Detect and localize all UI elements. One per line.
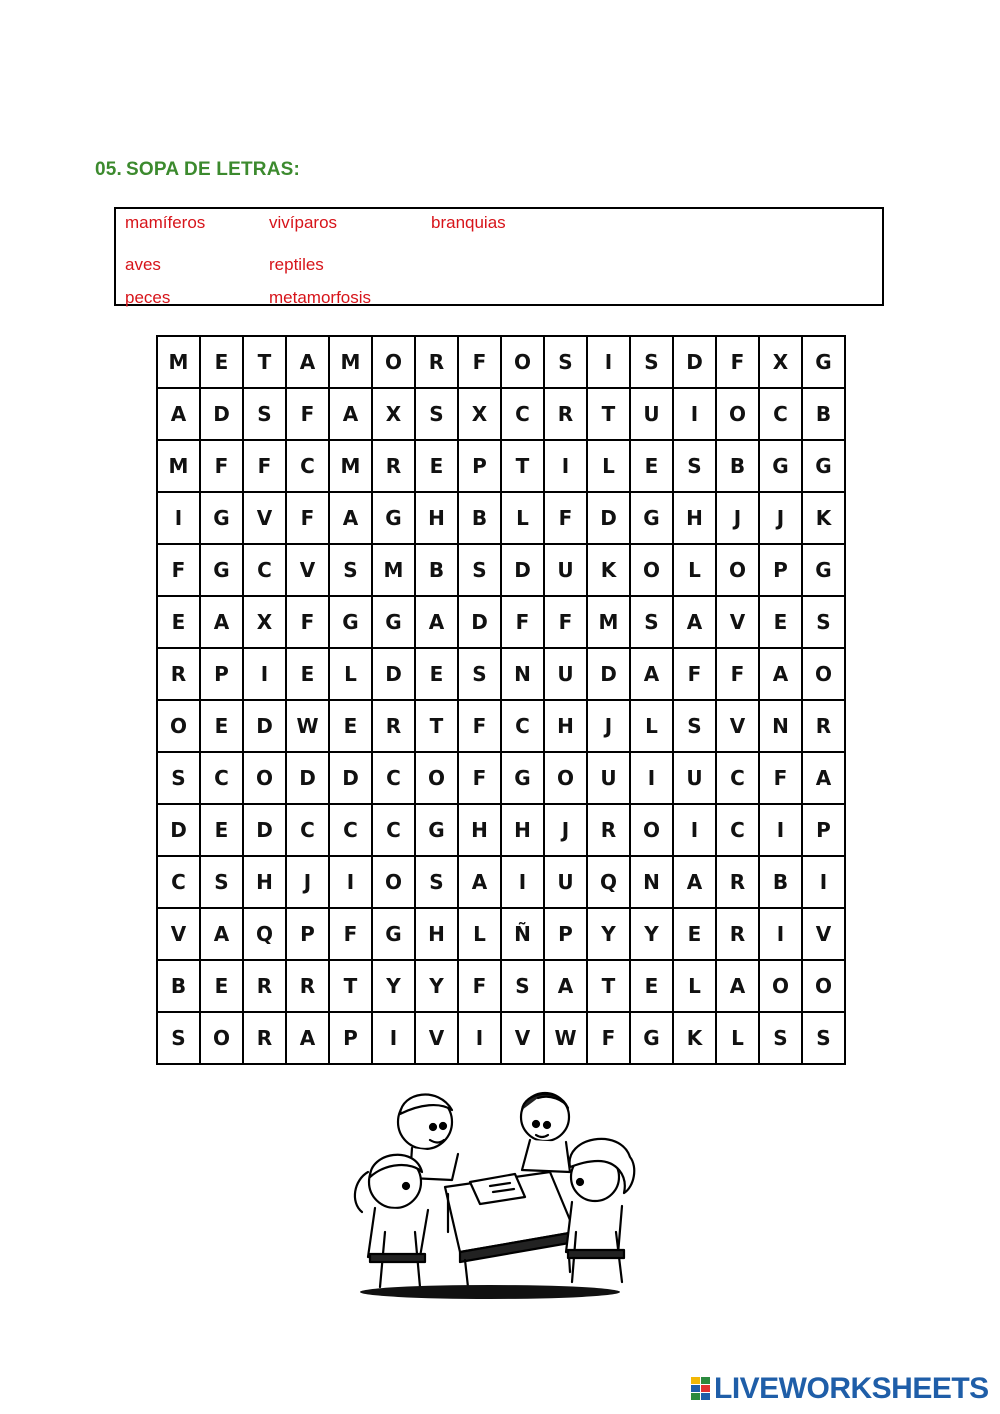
grid-cell[interactable]: F xyxy=(286,388,329,440)
grid-cell[interactable]: L xyxy=(458,908,501,960)
grid-cell[interactable]: E xyxy=(630,960,673,1012)
grid-cell[interactable]: O xyxy=(415,752,458,804)
grid-cell[interactable]: S xyxy=(802,596,845,648)
word-list-box xyxy=(114,207,884,306)
grid-cell[interactable]: E xyxy=(286,648,329,700)
grid-cell[interactable]: F xyxy=(458,336,501,388)
word-item: metamorfosis xyxy=(269,288,372,307)
grid-cell[interactable]: O xyxy=(157,700,200,752)
grid-cell[interactable]: O xyxy=(200,1012,243,1064)
grid-cell[interactable]: D xyxy=(243,804,286,856)
grid-cell[interactable]: Y xyxy=(415,960,458,1012)
grid-cell[interactable]: A xyxy=(329,492,372,544)
grid-cell[interactable]: F xyxy=(544,492,587,544)
grid-cell[interactable]: E xyxy=(415,440,458,492)
grid-cell[interactable]: F xyxy=(243,440,286,492)
grid-cell[interactable]: M xyxy=(157,440,200,492)
grid-cell[interactable]: Y xyxy=(587,908,630,960)
grid-cell[interactable]: V xyxy=(716,596,759,648)
grid-cell[interactable]: C xyxy=(716,804,759,856)
grid-cell[interactable]: G xyxy=(630,492,673,544)
grid-cell[interactable]: I xyxy=(673,804,716,856)
grid-cell[interactable]: X xyxy=(759,336,802,388)
grid-cell[interactable]: C xyxy=(329,804,372,856)
grid-cell[interactable]: E xyxy=(673,908,716,960)
grid-cell[interactable]: R xyxy=(544,388,587,440)
grid-cell[interactable]: A xyxy=(286,1012,329,1064)
grid-cell[interactable]: K xyxy=(587,544,630,596)
grid-row xyxy=(157,804,845,856)
grid-cell[interactable]: D xyxy=(673,336,716,388)
grid-cell[interactable]: L xyxy=(587,440,630,492)
grid-cell[interactable]: I xyxy=(501,856,544,908)
grid-cell[interactable]: P xyxy=(200,648,243,700)
grid-cell[interactable]: D xyxy=(286,752,329,804)
grid-row xyxy=(157,856,845,908)
grid-cell[interactable]: F xyxy=(716,648,759,700)
grid-cell[interactable]: B xyxy=(716,440,759,492)
grid-cell[interactable]: I xyxy=(243,648,286,700)
grid-row xyxy=(157,544,845,596)
grid-cell[interactable]: C xyxy=(243,544,286,596)
grid-row xyxy=(157,960,845,1012)
grid-cell[interactable]: Q xyxy=(243,908,286,960)
grid-cell[interactable]: F xyxy=(673,648,716,700)
grid-cell[interactable]: J xyxy=(587,700,630,752)
grid-cell[interactable]: G xyxy=(372,596,415,648)
section-heading xyxy=(95,159,300,181)
grid-cell[interactable]: H xyxy=(243,856,286,908)
grid-cell[interactable]: B xyxy=(802,388,845,440)
grid-cell[interactable]: V xyxy=(415,1012,458,1064)
grid-cell[interactable]: R xyxy=(716,908,759,960)
grid-cell[interactable]: S xyxy=(157,752,200,804)
word-item: branquias xyxy=(431,213,506,232)
grid-cell[interactable]: S xyxy=(544,336,587,388)
grid-cell[interactable]: I xyxy=(630,752,673,804)
grid-cell[interactable]: D xyxy=(329,752,372,804)
grid-cell[interactable]: N xyxy=(759,700,802,752)
grid-cell[interactable]: M xyxy=(329,440,372,492)
grid-cell[interactable]: X xyxy=(458,388,501,440)
grid-cell[interactable]: E xyxy=(200,804,243,856)
grid-cell[interactable]: P xyxy=(544,908,587,960)
grid-cell[interactable]: X xyxy=(243,596,286,648)
grid-cell[interactable]: F xyxy=(716,336,759,388)
liveworksheets-logo xyxy=(690,1374,989,1404)
grid-cell[interactable]: E xyxy=(200,336,243,388)
grid-cell[interactable]: W xyxy=(286,700,329,752)
grid-cell[interactable]: Y xyxy=(630,908,673,960)
grid-cell[interactable]: G xyxy=(759,440,802,492)
grid-cell[interactable]: R xyxy=(243,1012,286,1064)
grid-row xyxy=(157,388,845,440)
grid-cell[interactable]: S xyxy=(458,544,501,596)
grid-cell[interactable]: V xyxy=(501,1012,544,1064)
grid-cell[interactable]: S xyxy=(415,388,458,440)
grid-cell[interactable]: D xyxy=(587,492,630,544)
grid-cell[interactable]: T xyxy=(415,700,458,752)
grid-cell[interactable]: C xyxy=(501,700,544,752)
grid-cell[interactable]: I xyxy=(802,856,845,908)
grid-cell[interactable]: I xyxy=(458,1012,501,1064)
grid-cell[interactable]: V xyxy=(157,908,200,960)
grid-cell[interactable]: H xyxy=(673,492,716,544)
children-at-table-illustration xyxy=(340,1082,660,1302)
grid-cell[interactable]: L xyxy=(630,700,673,752)
grid-cell[interactable]: G xyxy=(630,1012,673,1064)
grid-cell[interactable]: L xyxy=(501,492,544,544)
grid-cell[interactable]: F xyxy=(544,596,587,648)
grid-cell[interactable]: U xyxy=(544,544,587,596)
grid-cell[interactable]: I xyxy=(673,388,716,440)
grid-cell[interactable]: B xyxy=(458,492,501,544)
grid-cell[interactable]: I xyxy=(329,856,372,908)
word-item: aves xyxy=(125,255,161,274)
grid-cell[interactable]: D xyxy=(372,648,415,700)
grid-cell[interactable]: O xyxy=(802,960,845,1012)
grid-cell[interactable]: G xyxy=(200,544,243,596)
grid-cell[interactable]: F xyxy=(200,440,243,492)
grid-cell[interactable]: K xyxy=(802,492,845,544)
grid-cell[interactable]: G xyxy=(802,544,845,596)
grid-cell[interactable]: Q xyxy=(587,856,630,908)
grid-cell[interactable]: A xyxy=(286,336,329,388)
grid-cell[interactable]: I xyxy=(157,492,200,544)
liveworksheets-logo-icon xyxy=(690,1375,712,1403)
word-item: reptiles xyxy=(269,255,324,274)
grid-cell[interactable]: S xyxy=(802,1012,845,1064)
grid-cell[interactable]: B xyxy=(759,856,802,908)
grid-cell[interactable]: H xyxy=(415,492,458,544)
grid-cell[interactable]: M xyxy=(587,596,630,648)
grid-cell[interactable]: A xyxy=(458,856,501,908)
grid-cell[interactable]: P xyxy=(759,544,802,596)
grid-cell[interactable]: O xyxy=(243,752,286,804)
grid-cell[interactable]: H xyxy=(501,804,544,856)
grid-cell[interactable]: G xyxy=(200,492,243,544)
grid-cell[interactable]: U xyxy=(673,752,716,804)
grid-cell[interactable]: S xyxy=(458,648,501,700)
grid-cell[interactable]: D xyxy=(243,700,286,752)
grid-row xyxy=(157,700,845,752)
grid-cell[interactable]: K xyxy=(673,1012,716,1064)
grid-cell[interactable]: R xyxy=(716,856,759,908)
section-number: 05. xyxy=(95,159,123,180)
grid-cell[interactable]: A xyxy=(630,648,673,700)
grid-row xyxy=(157,648,845,700)
grid-cell[interactable]: A xyxy=(200,596,243,648)
grid-cell[interactable]: C xyxy=(286,804,329,856)
grid-cell[interactable]: P xyxy=(329,1012,372,1064)
grid-cell[interactable]: F xyxy=(501,596,544,648)
grid-cell[interactable]: G xyxy=(802,440,845,492)
grid-cell[interactable]: E xyxy=(759,596,802,648)
grid-cell[interactable]: V xyxy=(716,700,759,752)
grid-cell[interactable]: M xyxy=(157,336,200,388)
word-search-grid xyxy=(156,335,846,1065)
grid-cell[interactable]: A xyxy=(673,596,716,648)
grid-cell[interactable]: O xyxy=(759,960,802,1012)
grid-cell[interactable]: E xyxy=(329,700,372,752)
grid-cell[interactable]: H xyxy=(415,908,458,960)
grid-row xyxy=(157,752,845,804)
grid-cell[interactable]: Y xyxy=(372,960,415,1012)
grid-cell[interactable]: A xyxy=(415,596,458,648)
grid-cell[interactable]: U xyxy=(587,752,630,804)
grid-cell[interactable]: A xyxy=(200,908,243,960)
grid-row xyxy=(157,492,845,544)
grid-cell[interactable]: G xyxy=(415,804,458,856)
grid-cell[interactable]: R xyxy=(587,804,630,856)
grid-cell[interactable]: C xyxy=(501,388,544,440)
grid-row xyxy=(157,1012,845,1064)
grid-cell[interactable]: X xyxy=(372,388,415,440)
grid-cell[interactable]: O xyxy=(630,544,673,596)
grid-cell[interactable]: I xyxy=(759,908,802,960)
grid-cell[interactable]: V xyxy=(802,908,845,960)
grid-cell[interactable]: C xyxy=(372,752,415,804)
grid-cell[interactable]: G xyxy=(372,908,415,960)
grid-cell[interactable]: A xyxy=(802,752,845,804)
grid-cell[interactable]: F xyxy=(759,752,802,804)
grid-cell[interactable]: O xyxy=(544,752,587,804)
grid-cell[interactable]: H xyxy=(458,804,501,856)
grid-cell[interactable]: S xyxy=(759,1012,802,1064)
grid-cell[interactable]: J xyxy=(544,804,587,856)
grid-cell[interactable]: L xyxy=(716,1012,759,1064)
grid-cell[interactable]: N xyxy=(501,648,544,700)
grid-cell[interactable]: F xyxy=(157,544,200,596)
grid-cell[interactable]: R xyxy=(286,960,329,1012)
grid-cell[interactable]: A xyxy=(544,960,587,1012)
grid-cell[interactable]: S xyxy=(501,960,544,1012)
grid-cell[interactable]: J xyxy=(716,492,759,544)
grid-cell[interactable]: D xyxy=(458,596,501,648)
grid-cell[interactable]: S xyxy=(630,336,673,388)
word-item: vivíparos xyxy=(269,213,338,232)
grid-cell[interactable]: V xyxy=(243,492,286,544)
grid-cell[interactable]: S xyxy=(630,596,673,648)
grid-cell[interactable]: E xyxy=(157,596,200,648)
grid-cell[interactable]: D xyxy=(587,648,630,700)
grid-cell[interactable]: C xyxy=(372,804,415,856)
grid-cell[interactable]: T xyxy=(501,440,544,492)
grid-cell[interactable]: E xyxy=(630,440,673,492)
section-title: SOPA DE LETRAS: xyxy=(126,159,301,180)
grid-cell[interactable]: P xyxy=(286,908,329,960)
grid-cell[interactable]: R xyxy=(157,648,200,700)
grid-cell[interactable]: T xyxy=(587,388,630,440)
grid-cell[interactable]: R xyxy=(372,440,415,492)
grid-cell[interactable]: I xyxy=(759,804,802,856)
grid-cell[interactable]: F xyxy=(329,908,372,960)
grid-cell[interactable]: G xyxy=(329,596,372,648)
grid-cell[interactable]: A xyxy=(329,388,372,440)
grid-cell[interactable]: T xyxy=(329,960,372,1012)
grid-cell[interactable]: G xyxy=(372,492,415,544)
grid-cell[interactable]: B xyxy=(415,544,458,596)
grid-cell[interactable]: U xyxy=(544,856,587,908)
grid-cell[interactable]: C xyxy=(200,752,243,804)
grid-cell[interactable]: U xyxy=(630,388,673,440)
grid-cell[interactable]: I xyxy=(587,336,630,388)
grid-cell[interactable]: O xyxy=(501,336,544,388)
grid-cell[interactable]: C xyxy=(716,752,759,804)
grid-cell[interactable]: R xyxy=(802,700,845,752)
grid-cell[interactable]: J xyxy=(286,856,329,908)
grid-cell[interactable]: L xyxy=(673,544,716,596)
grid-cell[interactable]: P xyxy=(802,804,845,856)
grid-cell[interactable]: D xyxy=(501,544,544,596)
grid-cell[interactable]: S xyxy=(415,856,458,908)
grid-cell[interactable]: M xyxy=(329,336,372,388)
grid-cell[interactable]: F xyxy=(286,596,329,648)
grid-cell[interactable]: G xyxy=(501,752,544,804)
grid-cell[interactable]: F xyxy=(458,960,501,1012)
grid-cell[interactable]: E xyxy=(415,648,458,700)
grid-cell[interactable]: V xyxy=(286,544,329,596)
grid-cell[interactable]: A xyxy=(716,960,759,1012)
grid-cell[interactable]: S xyxy=(329,544,372,596)
grid-cell[interactable]: B xyxy=(157,960,200,1012)
grid-cell[interactable]: J xyxy=(759,492,802,544)
grid-cell[interactable]: M xyxy=(372,544,415,596)
grid-cell[interactable]: F xyxy=(458,752,501,804)
grid-cell[interactable]: G xyxy=(802,336,845,388)
grid-cell[interactable]: H xyxy=(544,700,587,752)
grid-cell[interactable]: F xyxy=(587,1012,630,1064)
grid-row xyxy=(157,440,845,492)
grid-cell[interactable]: I xyxy=(544,440,587,492)
grid-cell[interactable]: C xyxy=(286,440,329,492)
grid-cell[interactable]: C xyxy=(759,388,802,440)
grid-cell[interactable]: E xyxy=(200,700,243,752)
grid-cell[interactable]: L xyxy=(673,960,716,1012)
grid-cell[interactable]: S xyxy=(200,856,243,908)
grid-cell[interactable]: S xyxy=(243,388,286,440)
grid-cell[interactable]: L xyxy=(329,648,372,700)
word-item: peces xyxy=(125,288,171,307)
grid-cell[interactable]: F xyxy=(458,700,501,752)
grid-cell[interactable]: E xyxy=(200,960,243,1012)
grid-cell[interactable]: O xyxy=(802,648,845,700)
grid-cell[interactable]: A xyxy=(759,648,802,700)
grid-cell[interactable]: W xyxy=(544,1012,587,1064)
grid-cell[interactable]: F xyxy=(286,492,329,544)
grid-cell[interactable]: A xyxy=(157,388,200,440)
grid-cell[interactable]: O xyxy=(630,804,673,856)
grid-cell[interactable]: D xyxy=(157,804,200,856)
grid-cell[interactable]: O xyxy=(716,388,759,440)
grid-cell[interactable]: P xyxy=(458,440,501,492)
grid-cell[interactable]: T xyxy=(243,336,286,388)
grid-cell[interactable]: N xyxy=(630,856,673,908)
grid-cell[interactable]: D xyxy=(200,388,243,440)
grid-row xyxy=(157,336,845,388)
grid-row xyxy=(157,908,845,960)
grid-cell[interactable]: S xyxy=(157,1012,200,1064)
word-item: mamíferos xyxy=(125,213,206,232)
brand-name: LIVEWORKSHEETS xyxy=(714,1372,989,1405)
grid-cell[interactable]: S xyxy=(673,440,716,492)
grid-cell[interactable]: A xyxy=(673,856,716,908)
grid-cell[interactable]: U xyxy=(544,648,587,700)
grid-cell[interactable]: O xyxy=(372,856,415,908)
grid-cell[interactable]: R xyxy=(372,700,415,752)
grid-cell[interactable]: S xyxy=(673,700,716,752)
grid-cell[interactable]: Ñ xyxy=(501,908,544,960)
grid-cell[interactable]: R xyxy=(243,960,286,1012)
grid-cell[interactable]: C xyxy=(157,856,200,908)
grid-cell[interactable]: O xyxy=(716,544,759,596)
grid-cell[interactable]: O xyxy=(372,336,415,388)
grid-cell[interactable]: T xyxy=(587,960,630,1012)
grid-cell[interactable]: R xyxy=(415,336,458,388)
grid-row xyxy=(157,596,845,648)
grid-cell[interactable]: I xyxy=(372,1012,415,1064)
